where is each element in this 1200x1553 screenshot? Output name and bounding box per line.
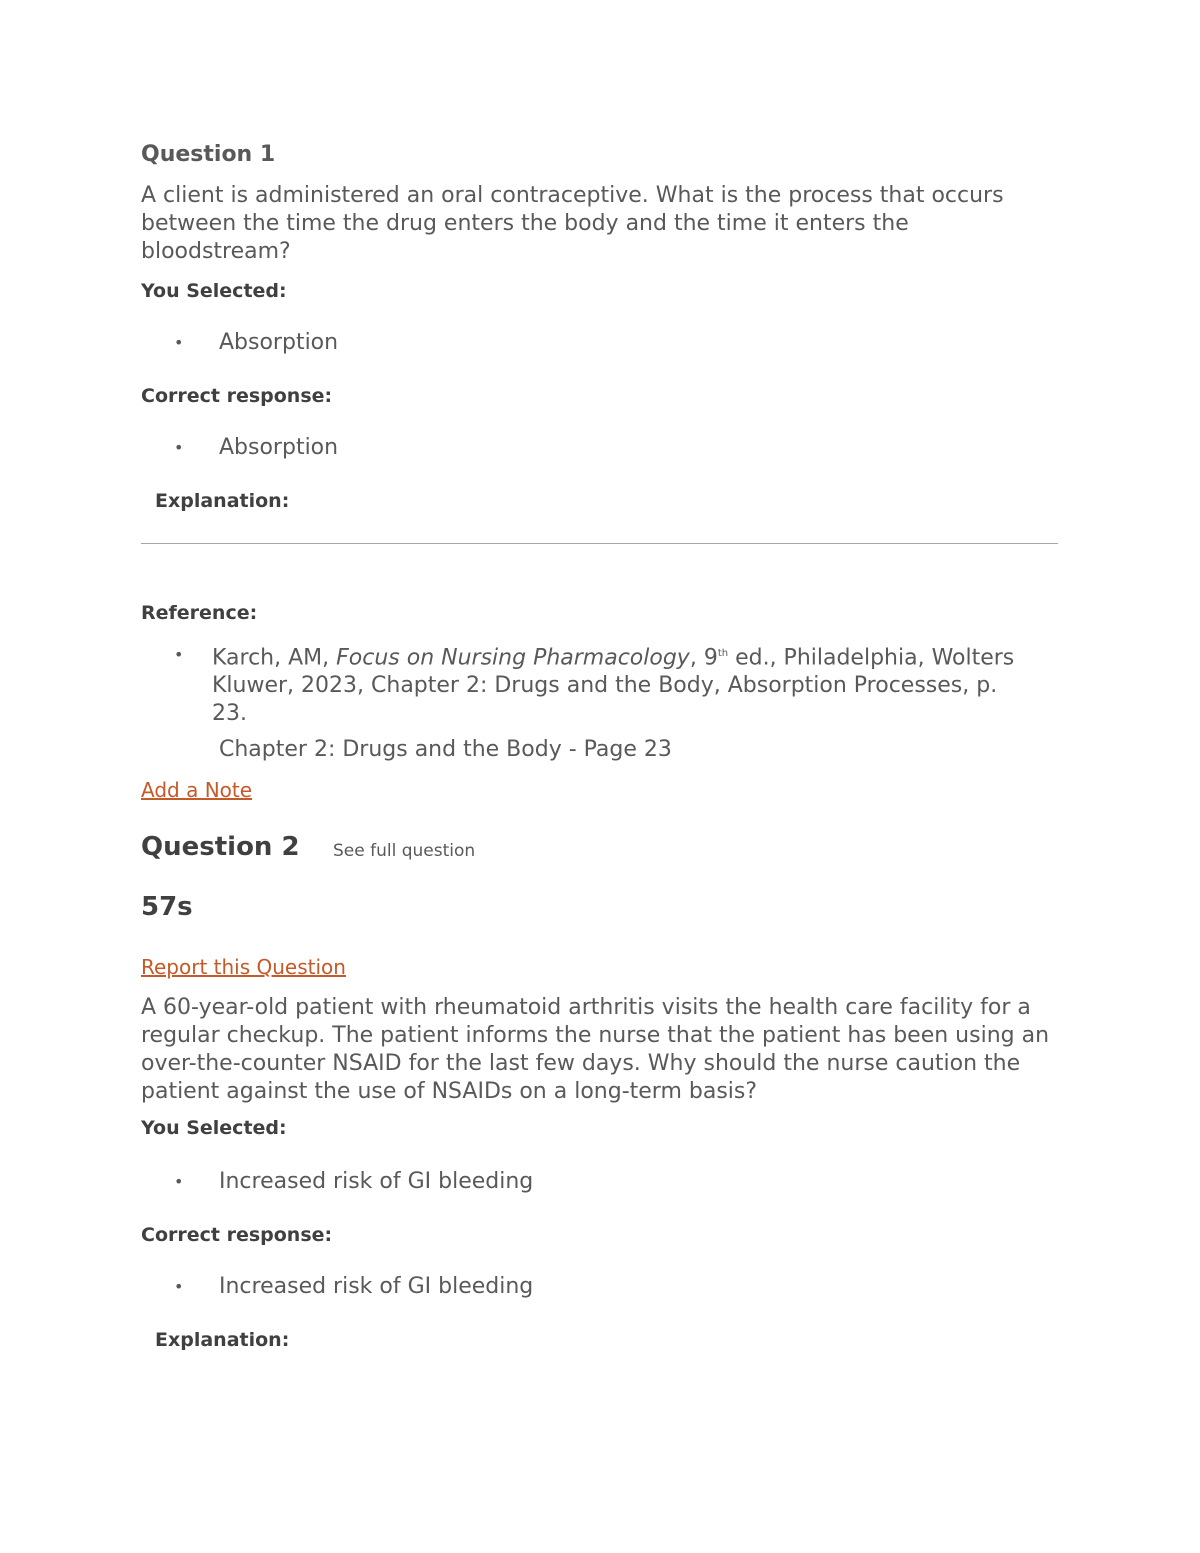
bullet-icon: • (174, 1172, 184, 1191)
q1-correct-response-label: Correct response: (141, 385, 333, 407)
q2-correct-response-label: Correct response: (141, 1224, 333, 1246)
bullet-icon: • (174, 1277, 184, 1296)
report-question-link[interactable]: Report this Question (141, 955, 346, 979)
q1-you-selected-label: You Selected: (141, 280, 287, 302)
question-2-title: Question 2 (141, 832, 300, 862)
q1-explanation-label: Explanation: (155, 490, 290, 512)
q1-correct-answer: Absorption (219, 435, 339, 460)
q1-reference-citation: Karch, AM, Focus on Nursing Pharmacology, 9th ed., Philadelphia, Wolters Kluwer, 2023, Chapter 2: Drugs and the Body, Absorption Processes, p. 23. (212, 645, 1015, 727)
add-note-link[interactable]: Add a Note (141, 778, 253, 802)
question-1-title: Question 1 (141, 142, 276, 167)
q2-explanation-label: Explanation: (155, 1329, 290, 1351)
q2-correct-answer: Increased risk of GI bleeding (219, 1274, 534, 1299)
bullet-icon: • (174, 438, 184, 457)
q2-selected-answer: Increased risk of GI bleeding (219, 1169, 534, 1194)
question-timer: 57s (141, 892, 193, 922)
q1-selected-answer: Absorption (219, 330, 339, 355)
bullet-icon: • (174, 333, 184, 352)
book-title: Focus on Nursing Pharmacology (336, 645, 690, 671)
divider (141, 543, 1058, 544)
bullet-icon: • (174, 645, 184, 664)
see-full-question-link[interactable]: See full question (333, 841, 476, 861)
q1-reference-label: Reference: (141, 602, 258, 624)
q2-you-selected-label: You Selected: (141, 1117, 287, 1139)
q1-chapter-line: Chapter 2: Drugs and the Body - Page 23 (219, 737, 672, 762)
question-2-text: A 60-year-old patient with rheumatoid arthritis visits the health care facility for a regular checkup. The patient informs the nurse that the patient has been using an over-the-counter NSAID for the last few days. Why should the nurse caution the patient against the use of NSAIDs on a long-term basis? (141, 995, 1050, 1104)
question-1-text: A client is administered an oral contraceptive. What is the process that occurs between the time the drug enters the body and the time it enters the bloodstream? (141, 183, 1004, 264)
